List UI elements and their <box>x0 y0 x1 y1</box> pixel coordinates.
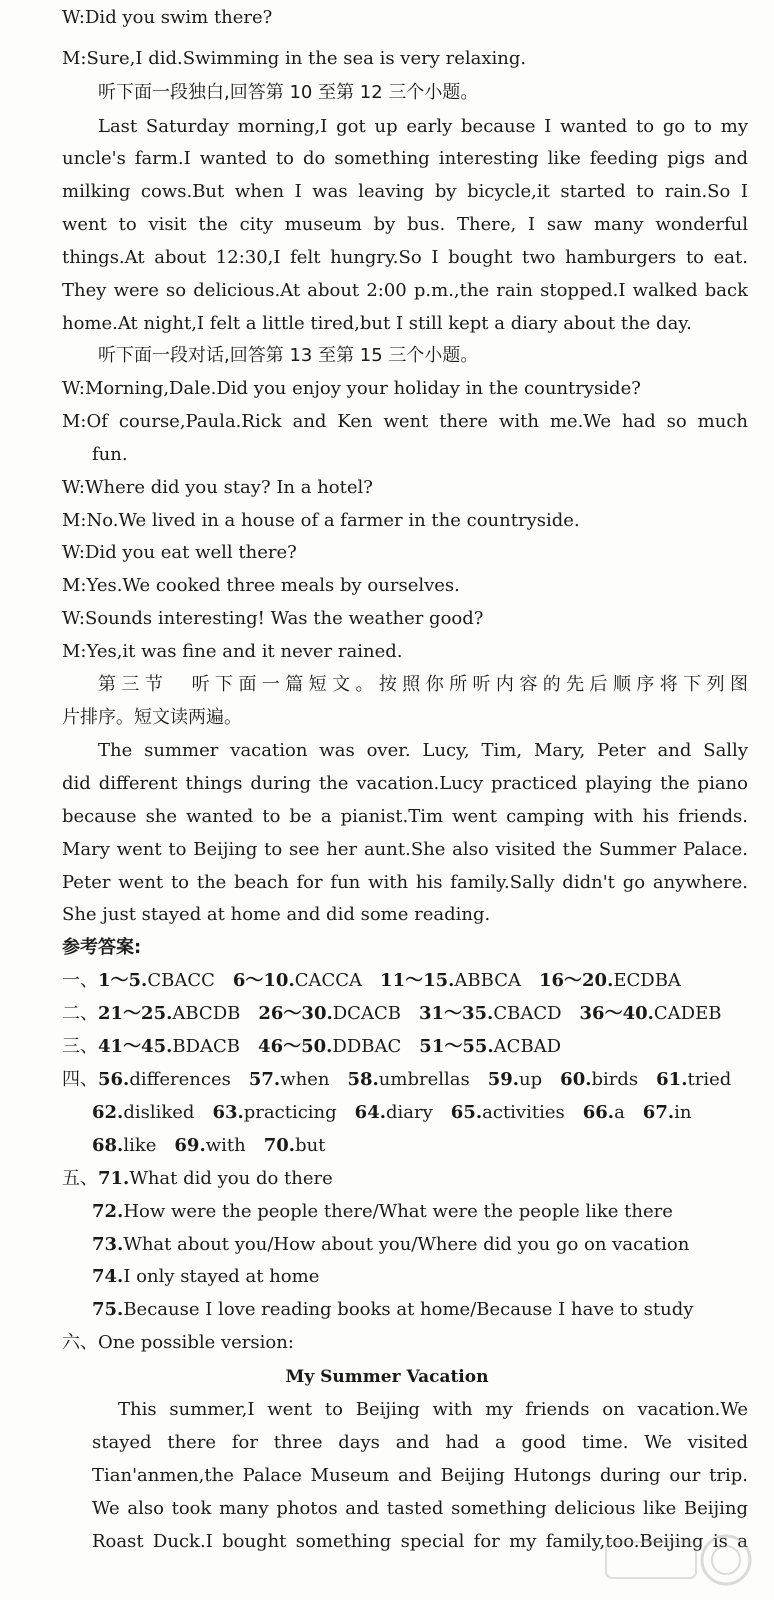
item-number: 75. <box>92 1299 124 1320</box>
answer-row-part2 <box>62 1002 748 1026</box>
answer-letters: CBACD <box>493 1003 562 1024</box>
part6-intro: One possible version: <box>98 1332 294 1353</box>
passage-line: She just stayed at home and did some reading. <box>62 904 491 925</box>
dialogue-line: fun. <box>92 444 128 465</box>
answer-row-part5 <box>92 1298 748 1322</box>
answer-row-part4 <box>62 1068 748 1092</box>
answer-letters: DDBAC <box>332 1036 402 1057</box>
essay-line: We also took many photos and tasted something delicious like Beijing <box>92 1498 748 1519</box>
passage-line: Mary went to Beijing to see her aunt.She also visited the Summer Palace. <box>62 839 748 860</box>
answer-row-part5 <box>92 1200 748 1224</box>
dialogue-line: M:Yes.We cooked three meals by ourselves. <box>62 575 460 596</box>
section-heading: 听下面一段独白,回答第 10 至第 12 三个小题。 <box>98 82 479 103</box>
item-number: 69. <box>174 1135 206 1156</box>
answer-letters: CBACC <box>147 970 215 991</box>
answer-row-part4 <box>92 1101 748 1125</box>
answer-range: 11～15. <box>380 970 455 991</box>
item-number: 71. <box>98 1168 130 1189</box>
monologue-line: Last Saturday morning,I got up early because I wanted to go to my <box>98 116 748 137</box>
item-answer: What did you do there <box>129 1168 333 1189</box>
essay-line: stayed there for three days and had a good time. We visited <box>92 1432 748 1453</box>
part-prefix: 一、 <box>62 970 98 991</box>
item-number: 61. <box>656 1069 688 1090</box>
monologue-line: went to visit the city museum by bus. There, I saw many wonderful <box>62 214 748 235</box>
part-prefix: 五、 <box>62 1168 98 1189</box>
answer-row-part1 <box>62 969 748 993</box>
answer-row-part6 <box>62 1331 748 1355</box>
dialogue-line: M:No.We lived in a house of a farmer in the countryside. <box>62 510 580 531</box>
item-number: 72. <box>92 1201 124 1222</box>
item-number: 56. <box>98 1069 130 1090</box>
passage-line: The summer vacation was over. Lucy, Tim, Mary, Peter and Sally <box>98 740 748 761</box>
dialogue-line: W:Did you eat well there? <box>62 542 297 563</box>
part-prefix: 六、 <box>62 1332 98 1353</box>
section-heading: 片排序。短文读两遍。 <box>62 707 242 728</box>
item-number: 57. <box>248 1069 281 1090</box>
essay-line: This summer,I went to Beijing with my friends on vacation.We <box>118 1399 748 1420</box>
passage-line: did different things during the vacation.Lucy practiced playing the piano <box>62 773 748 794</box>
essay-line: Tian'anmen,the Palace Museum and Beijing Hutongs during our trip. <box>92 1465 748 1486</box>
item-answer: birds <box>591 1069 639 1090</box>
dialogue-line: W:Morning,Dale.Did you enjoy your holiday in the countryside? <box>62 378 641 399</box>
answer-letters: BDACB <box>172 1036 241 1057</box>
item-answer: when <box>280 1069 330 1090</box>
answer-range: 46～50. <box>258 1036 333 1057</box>
monologue-line: milking cows.But when I was leaving by bicycle,it started to rain.So I <box>62 181 748 202</box>
answer-range: 1～5. <box>98 970 148 991</box>
dialogue-line: W:Sounds interesting! Was the weather good? <box>62 608 484 629</box>
answer-row-part3 <box>62 1035 748 1059</box>
answer-letters: CADEB <box>653 1003 722 1024</box>
answer-range: 36～40. <box>579 1003 654 1024</box>
answer-row-part5 <box>92 1233 748 1257</box>
item-answer: I only stayed at home <box>123 1266 320 1287</box>
monologue-line: uncle's farm.I wanted to do something interesting like feeding pigs and <box>62 148 748 169</box>
answer-range: 21～25. <box>98 1003 173 1024</box>
item-number: 73. <box>92 1234 124 1255</box>
answer-row-part5 <box>92 1265 748 1289</box>
item-answer: tried <box>687 1069 732 1090</box>
item-answer: but <box>295 1135 326 1156</box>
answer-range: 41～45. <box>98 1036 173 1057</box>
answer-row-part4 <box>92 1134 748 1158</box>
essay-line: Roast Duck.I bought something special for my family,too.Beijing is a <box>92 1531 748 1552</box>
passage-line: Peter went to the beach for fun with his family.Sally didn't go anywhere. <box>62 872 748 893</box>
item-answer: Because I love reading books at home/Because I have to study <box>123 1299 694 1320</box>
answer-range: 31～35. <box>418 1003 494 1024</box>
section-heading: 听下面一段对话,回答第 13 至第 15 三个小题。 <box>98 345 479 366</box>
item-answer: How were the people there/What were the people like there <box>123 1201 673 1222</box>
item-answer: disliked <box>123 1102 195 1123</box>
answer-letters: ECDBA <box>613 970 681 991</box>
answer-letters: DCACB <box>332 1003 401 1024</box>
answer-letters: ABBCA <box>454 970 521 991</box>
answer-letters: CACCA <box>294 970 363 991</box>
answer-letters: ACBAD <box>493 1036 562 1057</box>
answers-heading: 参考答案: <box>62 937 142 958</box>
dialogue-line: W:Did you swim there? <box>62 7 273 28</box>
answer-letters: ABCDB <box>172 1003 241 1024</box>
item-answer: umbrellas <box>378 1069 470 1090</box>
item-answer: up <box>519 1069 543 1090</box>
essay-title: My Summer Vacation <box>285 1367 489 1387</box>
item-answer: with <box>205 1135 246 1156</box>
item-number: 68. <box>92 1135 124 1156</box>
part-prefix: 二、 <box>62 1003 98 1024</box>
part-prefix: 三、 <box>62 1036 98 1057</box>
answer-range: 6～10. <box>232 970 295 991</box>
monologue-line: They were so delicious.At about 2:00 p.m.,the rain stopped.I walked back <box>62 280 748 301</box>
item-number: 67. <box>642 1102 675 1123</box>
dialogue-line: W:Where did you stay? In a hotel? <box>62 477 373 498</box>
part-prefix: 四、 <box>62 1069 98 1090</box>
dialogue-line: M:Yes,it was fine and it never rained. <box>62 641 403 662</box>
item-number: 58. <box>347 1069 379 1090</box>
item-answer: in <box>674 1102 692 1123</box>
item-answer: diary <box>386 1102 433 1123</box>
item-number: 65. <box>450 1102 483 1123</box>
item-number: 60. <box>560 1069 592 1090</box>
answer-range: 16～20. <box>538 970 614 991</box>
section-heading: 第三节 听下面一篇短文。按照你所听内容的先后顺序将下列图 <box>98 674 748 695</box>
monologue-line: things.At about 12:30,I felt hungry.So I bought two hamburgers to eat. <box>62 247 748 268</box>
item-number: 62. <box>92 1102 124 1123</box>
item-answer: a <box>614 1102 625 1123</box>
dialogue-line: M:Of course,Paula.Rick and Ken went there with me.We had so much <box>62 411 748 432</box>
dialogue-line: M:Sure,I did.Swimming in the sea is very relaxing. <box>62 48 527 69</box>
item-answer: differences <box>129 1069 231 1090</box>
item-answer: practicing <box>243 1102 337 1123</box>
item-number: 59. <box>487 1069 520 1090</box>
item-answer: activities <box>482 1102 565 1123</box>
item-number: 74. <box>92 1266 124 1287</box>
item-answer: like <box>123 1135 157 1156</box>
item-number: 66. <box>582 1102 615 1123</box>
item-number: 64. <box>354 1102 386 1123</box>
item-number: 70. <box>263 1135 296 1156</box>
monologue-line: home.At night,I felt a little tired,but I still kept a diary about the day. <box>62 313 692 334</box>
answer-row-part5 <box>62 1167 748 1191</box>
passage-line: because she wanted to be a pianist.Tim went camping with his friends. <box>62 806 748 827</box>
item-answer: What about you/How about you/Where did you go on vacation <box>123 1234 690 1255</box>
answer-range: 51～55. <box>419 1036 494 1057</box>
item-number: 63. <box>212 1102 244 1123</box>
watermark-logo <box>596 1530 766 1600</box>
answer-range: 26～30. <box>258 1003 333 1024</box>
